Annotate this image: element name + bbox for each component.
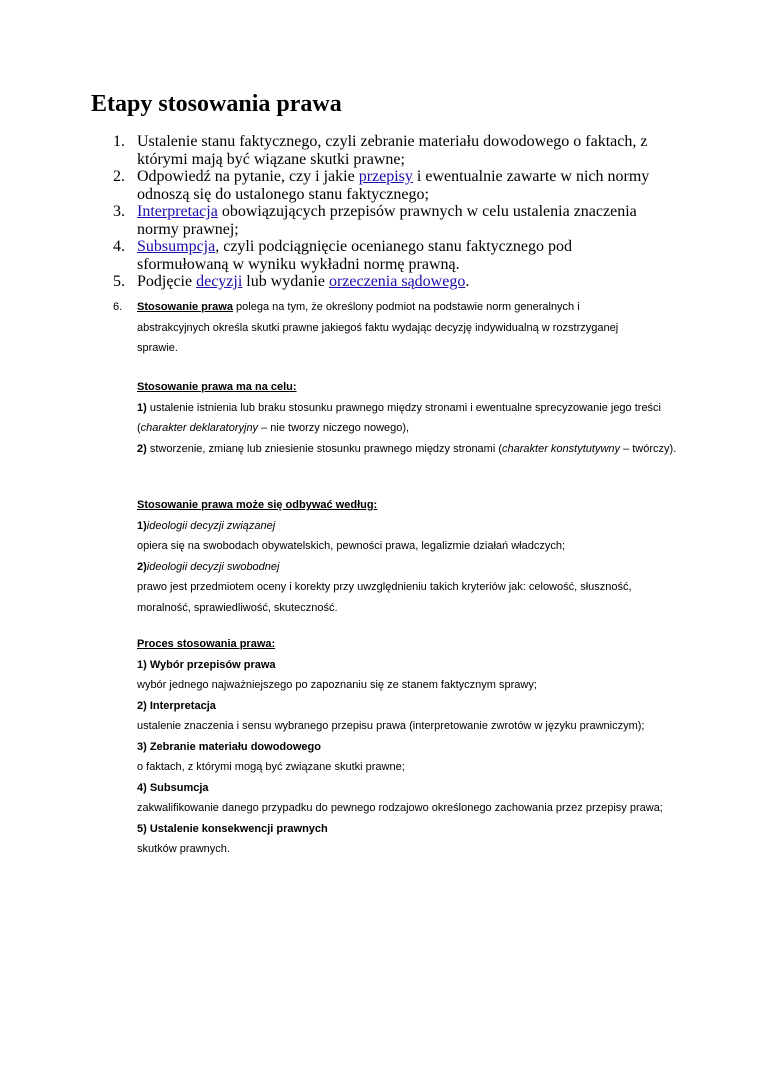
list-text: . xyxy=(465,273,470,290)
list-text: i ewentualnie zawarte w nich normy odnoszą się do ustalonego stanu faktycznego; xyxy=(137,168,650,203)
section-cel xyxy=(137,377,677,459)
list-number: 4. xyxy=(113,238,125,255)
step-text: zakwalifikowanie danego przypadku do pewnego rodzajowo określonego zachowania przez przepisy prawa; xyxy=(137,802,663,814)
step-text: wybór jednego najważniejszego po zapoznaniu się ze stanem faktycznym sprawy; xyxy=(137,679,537,691)
link-interpretacja[interactable]: Interpretacja xyxy=(137,203,218,220)
list-number: 1. xyxy=(113,133,125,150)
list-item xyxy=(0,273,657,291)
list-item xyxy=(0,203,657,238)
paragraph xyxy=(137,439,677,460)
term-stosowanie-prawa: Stosowanie prawa xyxy=(137,301,233,313)
section-heading: Stosowanie prawa może się odbywać według: xyxy=(137,499,378,511)
point-number: 1) xyxy=(137,401,147,414)
step-title xyxy=(137,737,677,758)
step-text: o faktach, z którymi mogą być związane skutki prawne; xyxy=(137,761,405,773)
link-przepisy[interactable]: przepisy xyxy=(358,168,413,185)
step-title-text: 4) Subsumcja xyxy=(137,781,209,794)
italic-term: charakter deklaratoryjny xyxy=(140,422,259,434)
paragraph-text: ustalenie istnienia lub braku stosunku prawnego między stronami i ewentualne sprecyzowanie jego treści ( xyxy=(137,401,662,434)
list-number: 3. xyxy=(113,203,125,220)
list-text: lub wydanie xyxy=(242,273,329,290)
italic-term: ideologii decyzji związanej xyxy=(146,519,276,532)
list-number: 2. xyxy=(113,168,125,185)
list-text: obowiązujących przepisów prawnych w celu ustalenia znaczenia normy prawnej; xyxy=(137,203,637,238)
page-title: Etapy stosowania prawa xyxy=(91,91,342,117)
paragraph xyxy=(137,398,677,439)
point-number: 2) xyxy=(137,442,147,455)
list-item-6 xyxy=(113,297,653,359)
list-number: 5. xyxy=(113,273,125,290)
link-subsumpcja[interactable]: Subsumpcja xyxy=(137,238,216,255)
step-title xyxy=(137,778,677,799)
stages-list xyxy=(0,133,760,291)
step-text: skutków prawnych. xyxy=(137,843,230,855)
paragraph-text: polega na tym, że określony podmiot na podstawie norm generalnych i abstrakcyjnych określa skutki prawne jakiegoś faktu wydając decyzję indywidualną w rozstrzyganej sprawie. xyxy=(137,301,619,354)
step-text: ustalenie znaczenia i sensu wybranego przepisu prawa (interpretowanie zwrotów w języku prawniczym); xyxy=(137,720,645,732)
list-item xyxy=(0,238,657,273)
list-text: Ustalenie stanu faktycznego, czyli zebranie materiału dowodowego o faktach, z którymi mają być wiązane skutki prawne; xyxy=(137,133,648,168)
step-title-text: 3) Zebranie materiału dowodowego xyxy=(137,740,321,753)
step-title-text: 5) Ustalenie konsekwencji prawnych xyxy=(137,822,328,835)
list-text: , czyli podciągnięcie ocenianego stanu faktycznego pod sformułowaną w wyniku wykładni normę prawną. xyxy=(137,238,572,273)
list-text: Podjęcie xyxy=(137,273,197,290)
paragraph-text: opiera się na swobodach obywatelskich, pewności prawa, legalizmie działań władczych; xyxy=(137,540,566,552)
point-number: 2) xyxy=(137,560,147,573)
definition-paragraph xyxy=(137,297,653,359)
step-title xyxy=(137,819,677,840)
step-title-text: 2) Interpretacja xyxy=(137,699,216,712)
section-heading: Stosowanie prawa ma na celu: xyxy=(137,381,297,393)
italic-term: ideologii decyzji swobodnej xyxy=(146,560,280,573)
section-ideologie xyxy=(137,495,677,618)
list-item xyxy=(0,168,657,203)
point-number: 1) xyxy=(137,519,147,532)
section-heading: Proces stosowania prawa: xyxy=(137,638,276,650)
section-proces xyxy=(137,634,677,860)
link-decyzji[interactable]: decyzji xyxy=(196,273,243,290)
subheading xyxy=(137,516,677,537)
link-orzeczenia-sadowego[interactable]: orzeczenia sądowego xyxy=(328,273,466,290)
list-number: 6. xyxy=(113,301,123,313)
paragraph-text: – nie tworzy niczego nowego), xyxy=(258,422,410,434)
subheading xyxy=(137,557,677,578)
list-text: Odpowiedź na pytanie, czy i jakie xyxy=(137,168,359,185)
paragraph-text: prawo jest przedmiotem oceny i korekty przy uwzględnieniu takich kryteriów jak: celowość, słuszność, moralność, sprawiedliwość, skuteczność. xyxy=(137,581,632,614)
italic-term: charakter konstytutywny xyxy=(502,442,621,455)
paragraph-text: stworzenie, zmianę lub zniesienie stosunku prawnego między stronami ( xyxy=(146,442,503,455)
step-title xyxy=(137,655,677,676)
paragraph-text: – twórczy). xyxy=(620,442,677,455)
step-title xyxy=(137,696,677,717)
list-item xyxy=(0,133,657,168)
step-title-text: 1) Wybór przepisów prawa xyxy=(137,658,276,671)
